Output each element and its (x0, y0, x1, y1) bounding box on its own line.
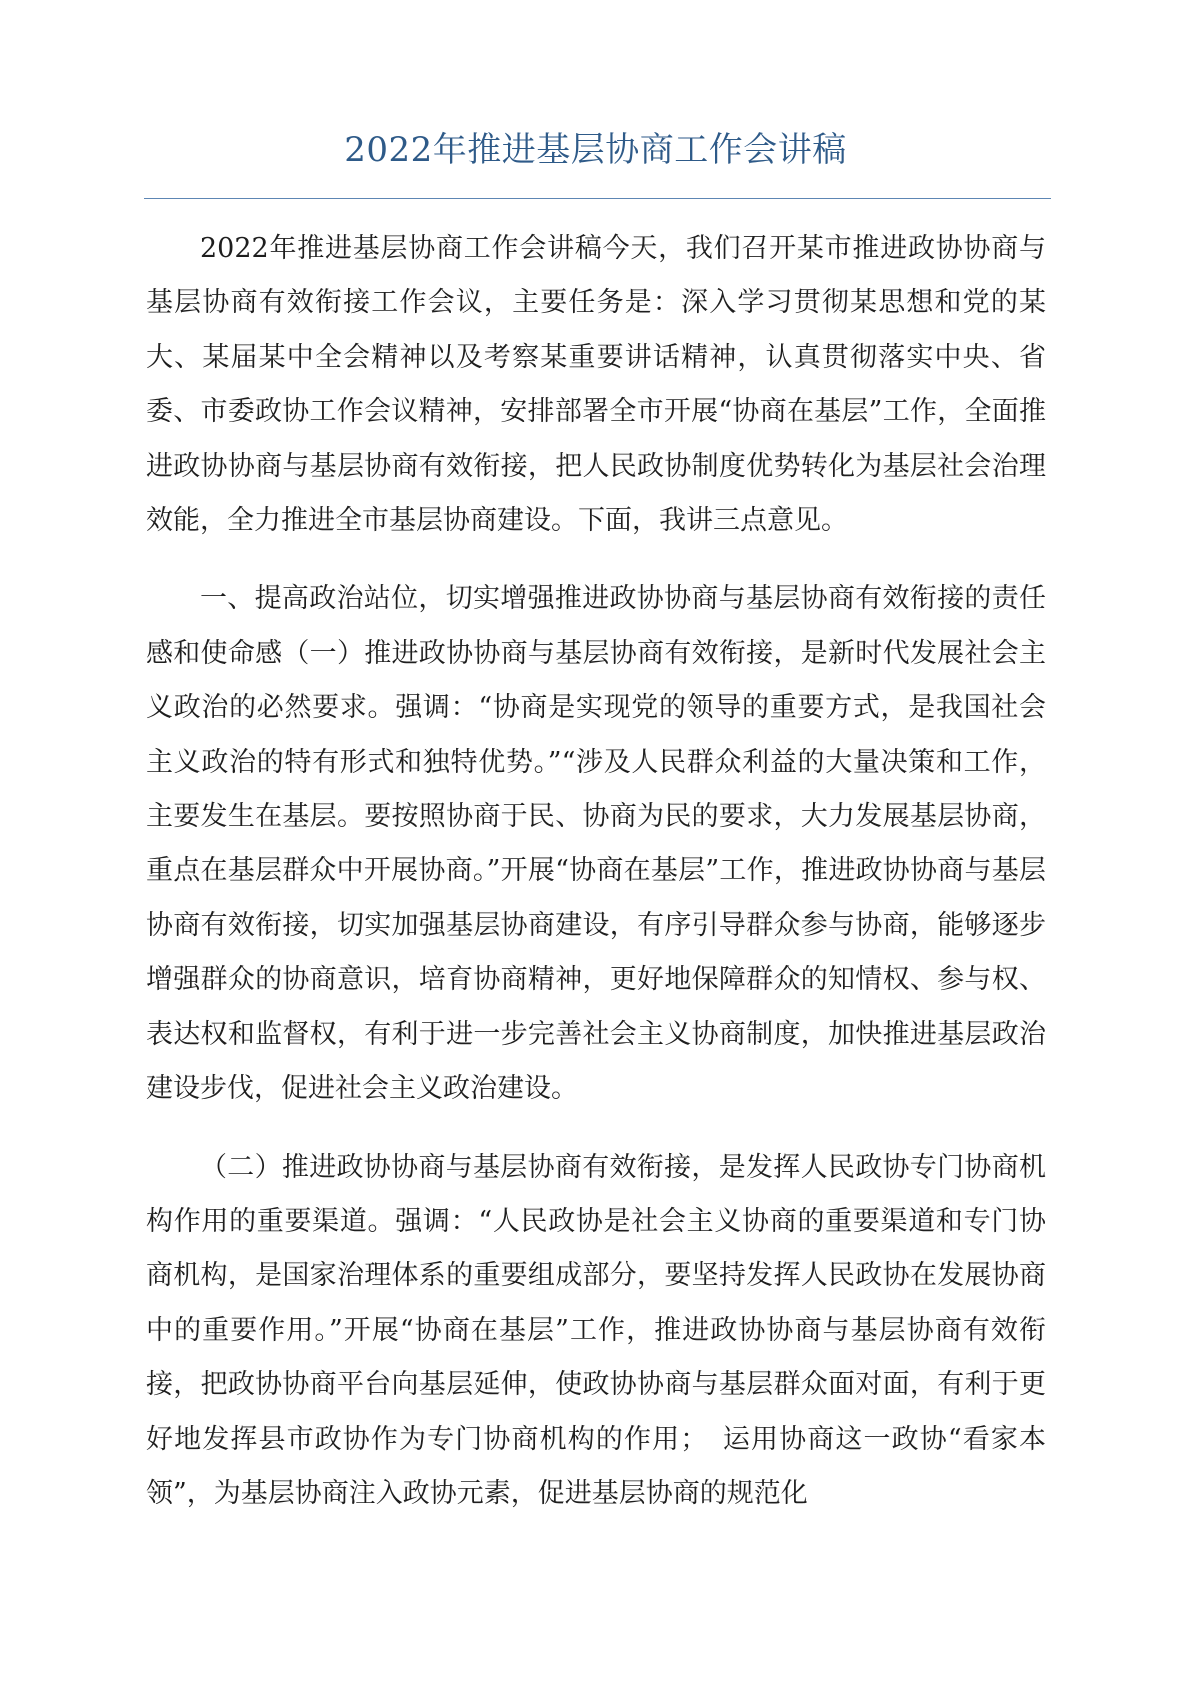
document-title: 2022年推进基层协商工作会讲稿 (344, 130, 847, 170)
paragraph-section-one: 一、提高政治站位，切实增强推进政协协商与基层协商有效衔接的责任感和使命感（一）推进政协协商与基层协商有效衔接，是新时代发展社会主义政治的必然要求。强调：“协商是实现党的领导的重要方式，是我国社会主义政治的特有形式和独特优势。”“涉及人民群众利益的大量决策和工作，主要发生在基层。要按照协商于民、协商为民的要求，大力发展基层协商，重点在基层群众中开展协商。”开展“协商在基层”工作，推进政协协商与基层协商有效衔接，切实加强基层协商建设，有序引导群众参与协商，能够逐步增强群众的协商意识，培育协商精神，更好地保障群众的知情权、参与权、表达权和监督权，有利于进一步完善社会主义协商制度，加快推进基层政治建设步伐，促进社会主义政治建设。 (146, 583, 1046, 1105)
document-body (146, 222, 1046, 1545)
paragraph-intro: 2022年推进基层协商工作会讲稿今天，我们召开某市推进政协协商与基层协商有效衔接工作会议，主要任务是：深入学习贯彻某思想和党的某大、某届某中全会精神以及考察某重要讲话精神，认真贯彻落实中央、省委、市委政协工作会议精神，安排部署全市开展“协商在基层”工作，全面推进政协协商与基层协商有效衔接，把人民政协制度优势转化为基层社会治理效能，全力推进全市基层协商建设。下面，我讲三点意见。 (146, 233, 1046, 537)
title-divider (144, 198, 1051, 199)
paragraph-section-two: （二）推进政协协商与基层协商有效衔接，是发挥人民政协专门协商机构作用的重要渠道。强调：“人民政协是社会主义协商的重要渠道和专门协商机构，是国家治理体系的重要组成部分，要坚持发挥人民政协在发展协商中的重要作用。”开展“协商在基层”工作，推进政协协商与基层协商有效衔接，把政协协商平台向基层延伸，使政协协商与基层群众面对面，有利于更好地发挥县市政协作为专门协商机构的作用； 运用协商这一政协“看家本领”，为基层协商注入政协元素，促进基层协商的规范化 (146, 1151, 1046, 1509)
